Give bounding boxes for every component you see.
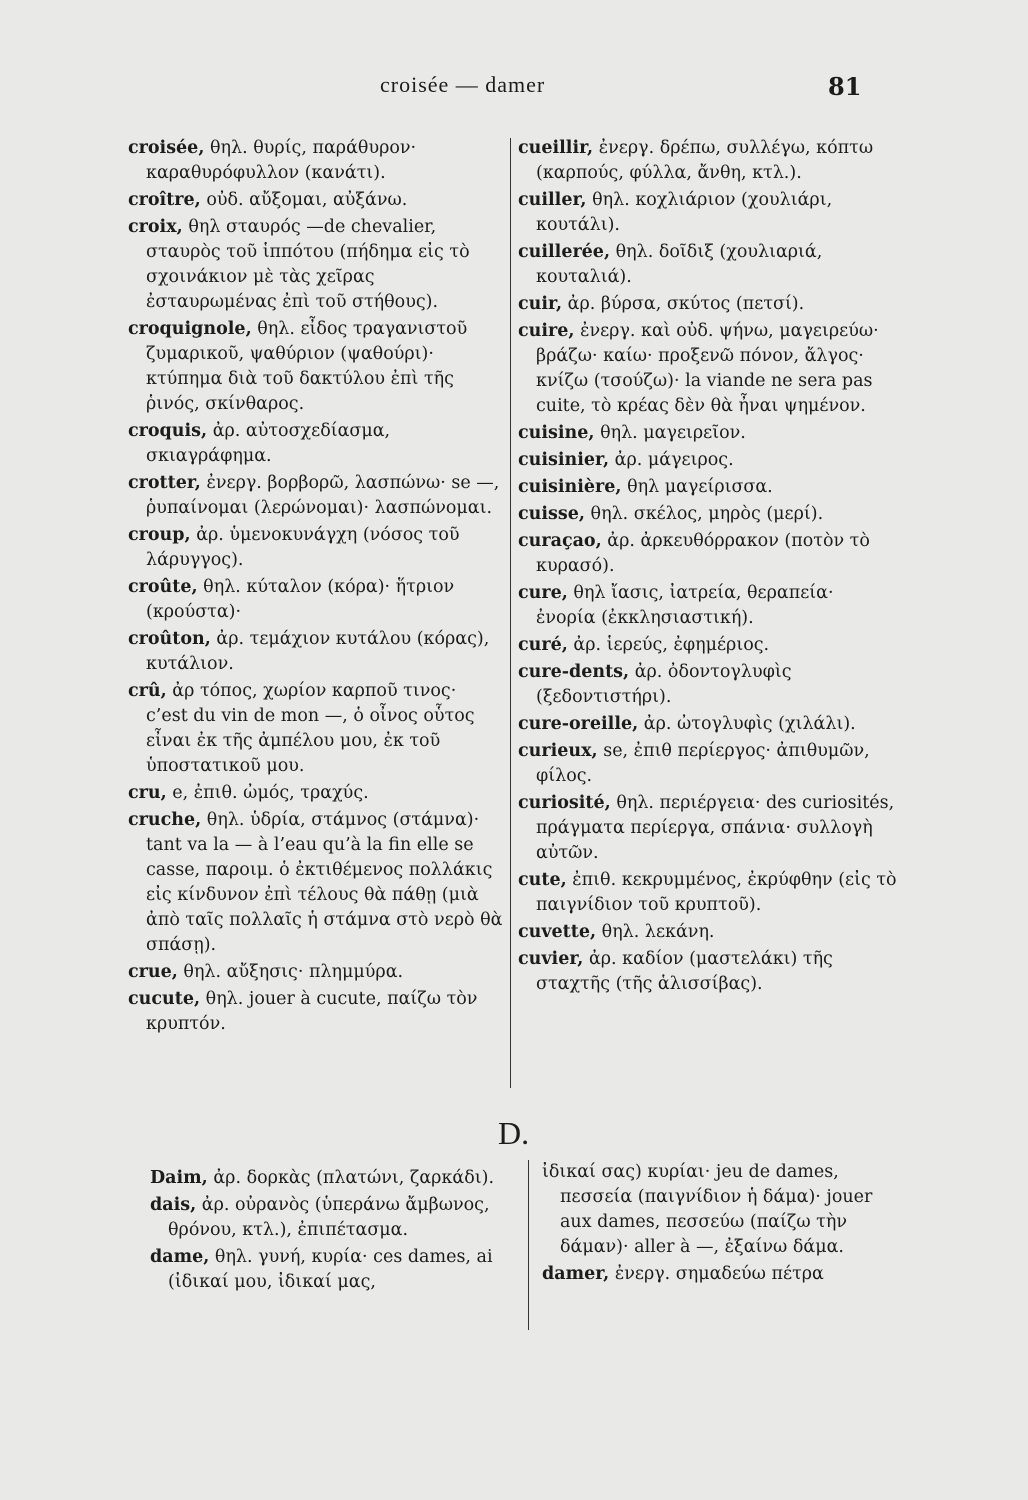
headword: damer, [542,1264,610,1284]
definition: ἀρ. αὐτοσχεδίασμα, σκιαγράφημα. [146,421,391,466]
definition: ἐνεργ. βορβορῶ, λασπώνω· se —, ῥυπαίνομαι (λερώνομαι)· λασπώνομαι. [146,473,500,518]
definition: se, ἐπιθ περίεργος· ἀπιθυμῶν, φίλος. [536,741,870,786]
dictionary-entry [518,188,898,238]
dictionary-entry [518,475,898,500]
definition: ἀρ. βύρσα, σκύτος (πετσί). [567,294,805,314]
headword: curaçao, [518,531,602,551]
definition: ἀρ. δορκὰς (πλατώνι, ζαρκάδι). [213,1168,495,1188]
headword: cuvier, [518,949,584,969]
dictionary-entry [150,1245,515,1295]
definition: ἐπιθ. κεκρυμμένος, ἐκρύφθην (εἰς τὸ παιγνίδιον τοῦ κρυπτοῦ). [536,870,897,915]
headword: cuisinière, [518,477,622,497]
definition: ἀρ. ὠτογλυφὶς (χιλάλι). [643,714,856,734]
headword: cute, [518,870,567,890]
headword: cuisine, [518,423,595,443]
dictionary-entry [518,448,898,473]
headword: crotter, [128,473,201,493]
definition: θηλ. jouer à cucute, παίζω τὸν κρυπτόν. [146,989,478,1034]
definition: οὐδ. αὔξομαι, αὐξάνω. [206,190,408,210]
headword: cure-oreille, [518,714,639,734]
definition: θηλ. λεκάνη. [601,922,715,942]
definition: ἰδικαί σας) κυρίαι· jeu de dames, πεσσεία (παιγνίδιον ἡ δάμα)· jouer aux dames, πεσσεύω (παίζω τὴν δάμαν)· aller à —, ἐξαίνω δάμα. [542,1162,873,1257]
definition: θηλ. αὔξησις· πλημμύρα. [183,962,404,982]
dictionary-entry [518,739,898,789]
definition: θηλ σταυρός —de chevalier, σταυρὸς τοῦ ἱππότου (πήδημα εἰς τὸ σχοινάκιον μὲ τὰς χεῖρας ἐσταυρωμένας ἐπὶ τοῦ στήθους). [146,217,470,312]
dictionary-entry [128,188,503,213]
definition: θηλ. σκέλος, μηρὸς (μερί). [590,504,824,524]
running-title: croisée — damer [380,72,546,97]
page-header [0,72,1028,112]
column-right-top [518,136,898,999]
definition: θηλ. θυρίς, παράθυρον· καραθυρόφυλλον (κανάτι). [146,138,417,183]
dictionary-entry [518,319,898,419]
definition: θηλ. κύταλον (κόρα)· ἥτριον (κρούστα)· [146,577,455,622]
definition: ἀρ. τεμάχιον κυτάλου (κόρας), κυτάλιον. [146,629,490,674]
dictionary-entry [518,529,898,579]
headword: cuisse, [518,504,585,524]
headword: cuisinier, [518,450,610,470]
column-divider-top [510,138,511,1088]
definition: θηλ. δοῖδιξ (χουλιαριά, κουταλιά). [536,242,823,287]
headword: cuillerée, [518,242,611,262]
definition: ἀρ. οὐρανὸς (ὑπεράνω ἄμβωνος, θρόνου, κτλ.), ἐπιπέτασμα. [168,1195,490,1240]
dictionary-entry [518,292,898,317]
definition: ἀρ. ὀδοντογλυφὶς (ξεδοντιστήρι). [536,662,792,707]
dictionary-entry [518,947,898,997]
headword: cuiller, [518,190,587,210]
headword: cucute, [128,989,201,1009]
definition: ἀρ. καδίον (μαστελάκι) τῆς σταχτῆς (τῆς ἁλισσίβας). [536,949,833,994]
dictionary-entry [518,791,898,866]
definition: θηλ ἴασις, ἰατρεία, θεραπεία· ἐνορία (ἐκκλησιαστική). [536,583,834,628]
headword: Daim, [150,1168,208,1188]
dictionary-entry [150,1193,515,1243]
dictionary-entry [150,1166,515,1191]
section-letter: D. [498,1115,530,1151]
headword: dame, [150,1247,210,1267]
headword: cuire, [518,321,575,341]
headword: croquis, [128,421,208,441]
dictionary-entry [518,136,898,186]
dictionary-entry [128,627,503,677]
headword: croup, [128,525,191,545]
headword: croître, [128,190,201,210]
dictionary-entry [518,868,898,918]
headword: dais, [150,1195,197,1215]
column-divider-bottom [528,1160,529,1330]
headword: crû, [128,681,167,701]
dictionary-entry [518,581,898,631]
definition: ἀρ. ἀρκευθόρρακον (ποτὸν τὸ κυρασό). [536,531,870,576]
headword: croquignole, [128,319,252,339]
definition: θηλ. ὑδρία, στάμνος (στάμνα)· tant va la — à l’eau qu’à la fin elle se casse, παροιμ. ὁ ἐκτιθέμενος πολλάκις εἰς κίνδυνον ἐπὶ τέλους θὰ πάθῃ (μιὰ ἀπὸ ταῖς πολλαῖς ἡ στάμνα στὸ νερὸ θὰ σπάσῃ). [146,810,503,955]
definition: θηλ. κοχλιάριον (χουλιάρι, κουτάλι). [536,190,833,235]
definition: θηλ μαγείρισσα. [627,477,773,497]
dictionary-entry [128,575,503,625]
column-left-top [128,136,503,1039]
headword: cuvette, [518,922,597,942]
definition: θηλ. γυνή, κυρία· ces dames, ai (ἰδικαί μου, ἰδικαί μας, [168,1247,493,1292]
headword: cure-dents, [518,662,630,682]
dictionary-entry [128,317,503,417]
headword: croix, [128,217,183,237]
dictionary-entry [128,215,503,315]
definition: ἐνεργ. καὶ οὐδ. ψήνω, μαγειρεύω· βράζω· καίω· προξενῶ πόνον, ἄλγος· κνίζω (τσούζω)· la viande ne sera pas cuite, τὸ κρέας δὲν θὰ ἦναι ψημένον. [536,321,879,416]
dictionary-entry [542,1262,897,1287]
dictionary-entry [128,136,503,186]
headword: croisée, [128,138,205,158]
headword: crue, [128,962,178,982]
definition: ἐνεργ. σημαδεύω πέτρα [614,1264,824,1284]
dictionary-entry [518,633,898,658]
dictionary-entry [518,660,898,710]
dictionary-entry [128,987,503,1037]
headword: cure, [518,583,568,603]
headword: croûton, [128,629,211,649]
definition: ἀρ. ὑμενοκυνάγχη (νόσος τοῦ λάρυγγος). [146,525,460,570]
dictionary-entry [518,421,898,446]
dictionary-entry [542,1160,897,1260]
dictionary-entry [518,712,898,737]
dictionary-entry [128,679,503,779]
dictionary-entry [128,523,503,573]
dictionary-entry [518,502,898,527]
dictionary-entry [518,240,898,290]
column-left-bottom [150,1166,515,1297]
headword: curiosité, [518,793,611,813]
definition: θηλ. μαγειρεῖον. [600,423,746,443]
headword: croûte, [128,577,198,597]
definition: θηλ. εἶδος τραγανιστοῦ ζυμαρικοῦ, ψαθύριον (ψαθούρι)· κτύπημα διὰ τοῦ δακτύλου ἐπὶ τῆς ῥινός, σκίνθαρος. [146,319,468,414]
page-number: 81 [828,72,862,101]
definition: ἀρ. ἱερεύς, ἐφημέριος. [573,635,770,655]
headword: cruche, [128,810,202,830]
column-right-bottom [542,1160,897,1289]
headword: cru, [128,783,167,803]
definition: ἀρ τόπος, χωρίον καρποῦ τινος· c’est du vin de mon —, ὁ οἶνος οὗτος εἶναι ἐκ τῆς ἀμπέλου μου, ἐκ τοῦ ὑποστατικοῦ μου. [146,681,475,776]
headword: curé, [518,635,568,655]
dictionary-entry [128,471,503,521]
definition: θηλ. περιέργεια· des curiosités, πράγματα περίεργα, σπάνια· συλλογὴ αὐτῶν. [536,793,895,863]
dictionary-entry [128,808,503,958]
dictionary-entry [518,920,898,945]
dictionary-entry [128,419,503,469]
dictionary-entry [128,960,503,985]
headword: cuir, [518,294,563,314]
definition: ἀρ. μάγειρος. [614,450,734,470]
definition: ἐνεργ. δρέπω, συλλέγω, κόπτω (καρπούς, φύλλα, ἄνθη, κτλ.). [536,138,874,183]
headword: curieux, [518,741,598,761]
dictionary-entry [128,781,503,806]
headword: cueillir, [518,138,594,158]
definition: e, ἐπιθ. ὠμός, τραχύς. [172,783,369,803]
